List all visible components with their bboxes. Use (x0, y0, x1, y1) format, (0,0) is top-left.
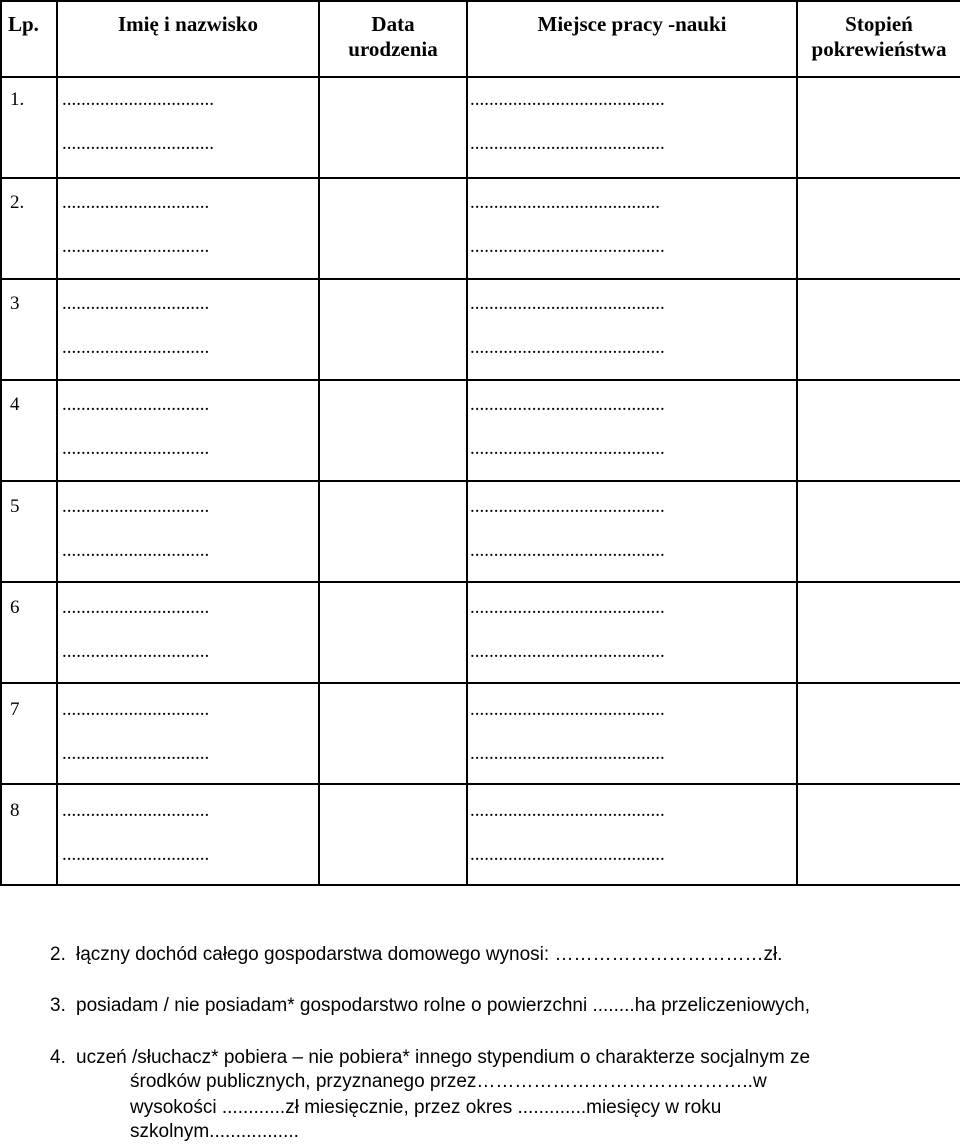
name-blank-line[interactable]: ............................... (62, 394, 210, 415)
workplace-blank-line[interactable]: ........................................ (470, 192, 660, 213)
workplace-blank-line[interactable]: ......................................... (470, 496, 665, 517)
workplace-blank-line[interactable]: ......................................... (470, 337, 665, 358)
statement-text-line-1: uczeń /słuchacz* pobiera – nie pobiera* innego stypendium o charakterze socjalnym ze (76, 1047, 811, 1068)
workplace-blank-line[interactable]: ......................................... (470, 540, 665, 561)
row-number: 1. (10, 89, 25, 110)
statement-number: 2. (50, 944, 66, 965)
row-8-content (0, 791, 960, 892)
name-blank-line[interactable]: ............................... (62, 641, 210, 662)
row-number: 7 (10, 699, 20, 720)
name-blank-line[interactable]: ............................... (62, 844, 210, 865)
row-number: 6 (10, 597, 20, 618)
statement-text-line-2: środków publicznych, przyznanego przez……………………………………..w (130, 1071, 767, 1092)
row-6-content (0, 588, 960, 689)
row-number: 3 (10, 293, 20, 314)
table-header-row (1, 1, 960, 77)
workplace-blank-line[interactable]: ......................................... (470, 89, 665, 110)
workplace-blank-line[interactable]: ......................................... (470, 641, 665, 662)
row-1-content (0, 80, 960, 181)
row-3-content (0, 284, 960, 385)
row-number: 2. (10, 192, 25, 213)
statement-text: posiadam / nie posiadam* gospodarstwo rolne o powierzchni ........ha przeliczeniowych, (76, 995, 810, 1016)
name-blank-line[interactable]: ............................... (62, 800, 210, 821)
row-number: 4 (10, 394, 20, 415)
workplace-blank-line[interactable]: ......................................... (470, 699, 665, 720)
statement-text-line-4: szkolnym................. (130, 1121, 299, 1142)
statement-number: 4. (50, 1047, 66, 1068)
row-number: 8 (10, 800, 20, 821)
statement-text-line-3: wysokości ............zł miesięcznie, przez okres .............miesięcy w roku (130, 1097, 722, 1118)
name-blank-line[interactable]: ............................... (62, 192, 210, 213)
header-birth-date: Data urodzenia (319, 1, 467, 77)
header-workplace: Miejsce pracy -nauki (467, 1, 797, 77)
header-relation: Stopień pokrewieństwa (797, 1, 960, 77)
workplace-blank-line[interactable]: ......................................... (470, 800, 665, 821)
name-blank-line[interactable]: ............................... (62, 337, 210, 358)
name-blank-line[interactable]: ................................ (62, 133, 214, 154)
name-blank-line[interactable]: ................................ (62, 89, 214, 110)
row-2-content (0, 183, 960, 284)
row-5-content (0, 487, 960, 588)
workplace-blank-line[interactable]: ......................................... (470, 293, 665, 314)
row-7-content (0, 690, 960, 791)
workplace-blank-line[interactable]: ......................................... (470, 236, 665, 257)
header-name: Imię i nazwisko (57, 1, 319, 77)
header-lp: Lp. (1, 1, 57, 77)
name-blank-line[interactable]: ............................... (62, 293, 210, 314)
workplace-blank-line[interactable]: ......................................... (470, 844, 665, 865)
workplace-blank-line[interactable]: ......................................... (470, 133, 665, 154)
workplace-blank-line[interactable]: ......................................... (470, 743, 665, 764)
name-blank-line[interactable]: ............................... (62, 438, 210, 459)
workplace-blank-line[interactable]: ......................................... (470, 438, 665, 459)
name-blank-line[interactable]: ............................... (62, 699, 210, 720)
name-blank-line[interactable]: ............................... (62, 540, 210, 561)
workplace-blank-line[interactable]: ......................................... (470, 394, 665, 415)
name-blank-line[interactable]: ............................... (62, 743, 210, 764)
row-number: 5 (10, 496, 20, 517)
name-blank-line[interactable]: ............................... (62, 597, 210, 618)
name-blank-line[interactable]: ............................... (62, 236, 210, 257)
statement-number: 3. (50, 995, 66, 1016)
workplace-blank-line[interactable]: ......................................... (470, 597, 665, 618)
row-4-content (0, 385, 960, 486)
statement-text: łączny dochód całego gospodarstwa domowego wynosi: ……………………………zł. (76, 944, 783, 965)
name-blank-line[interactable]: ............................... (62, 496, 210, 517)
